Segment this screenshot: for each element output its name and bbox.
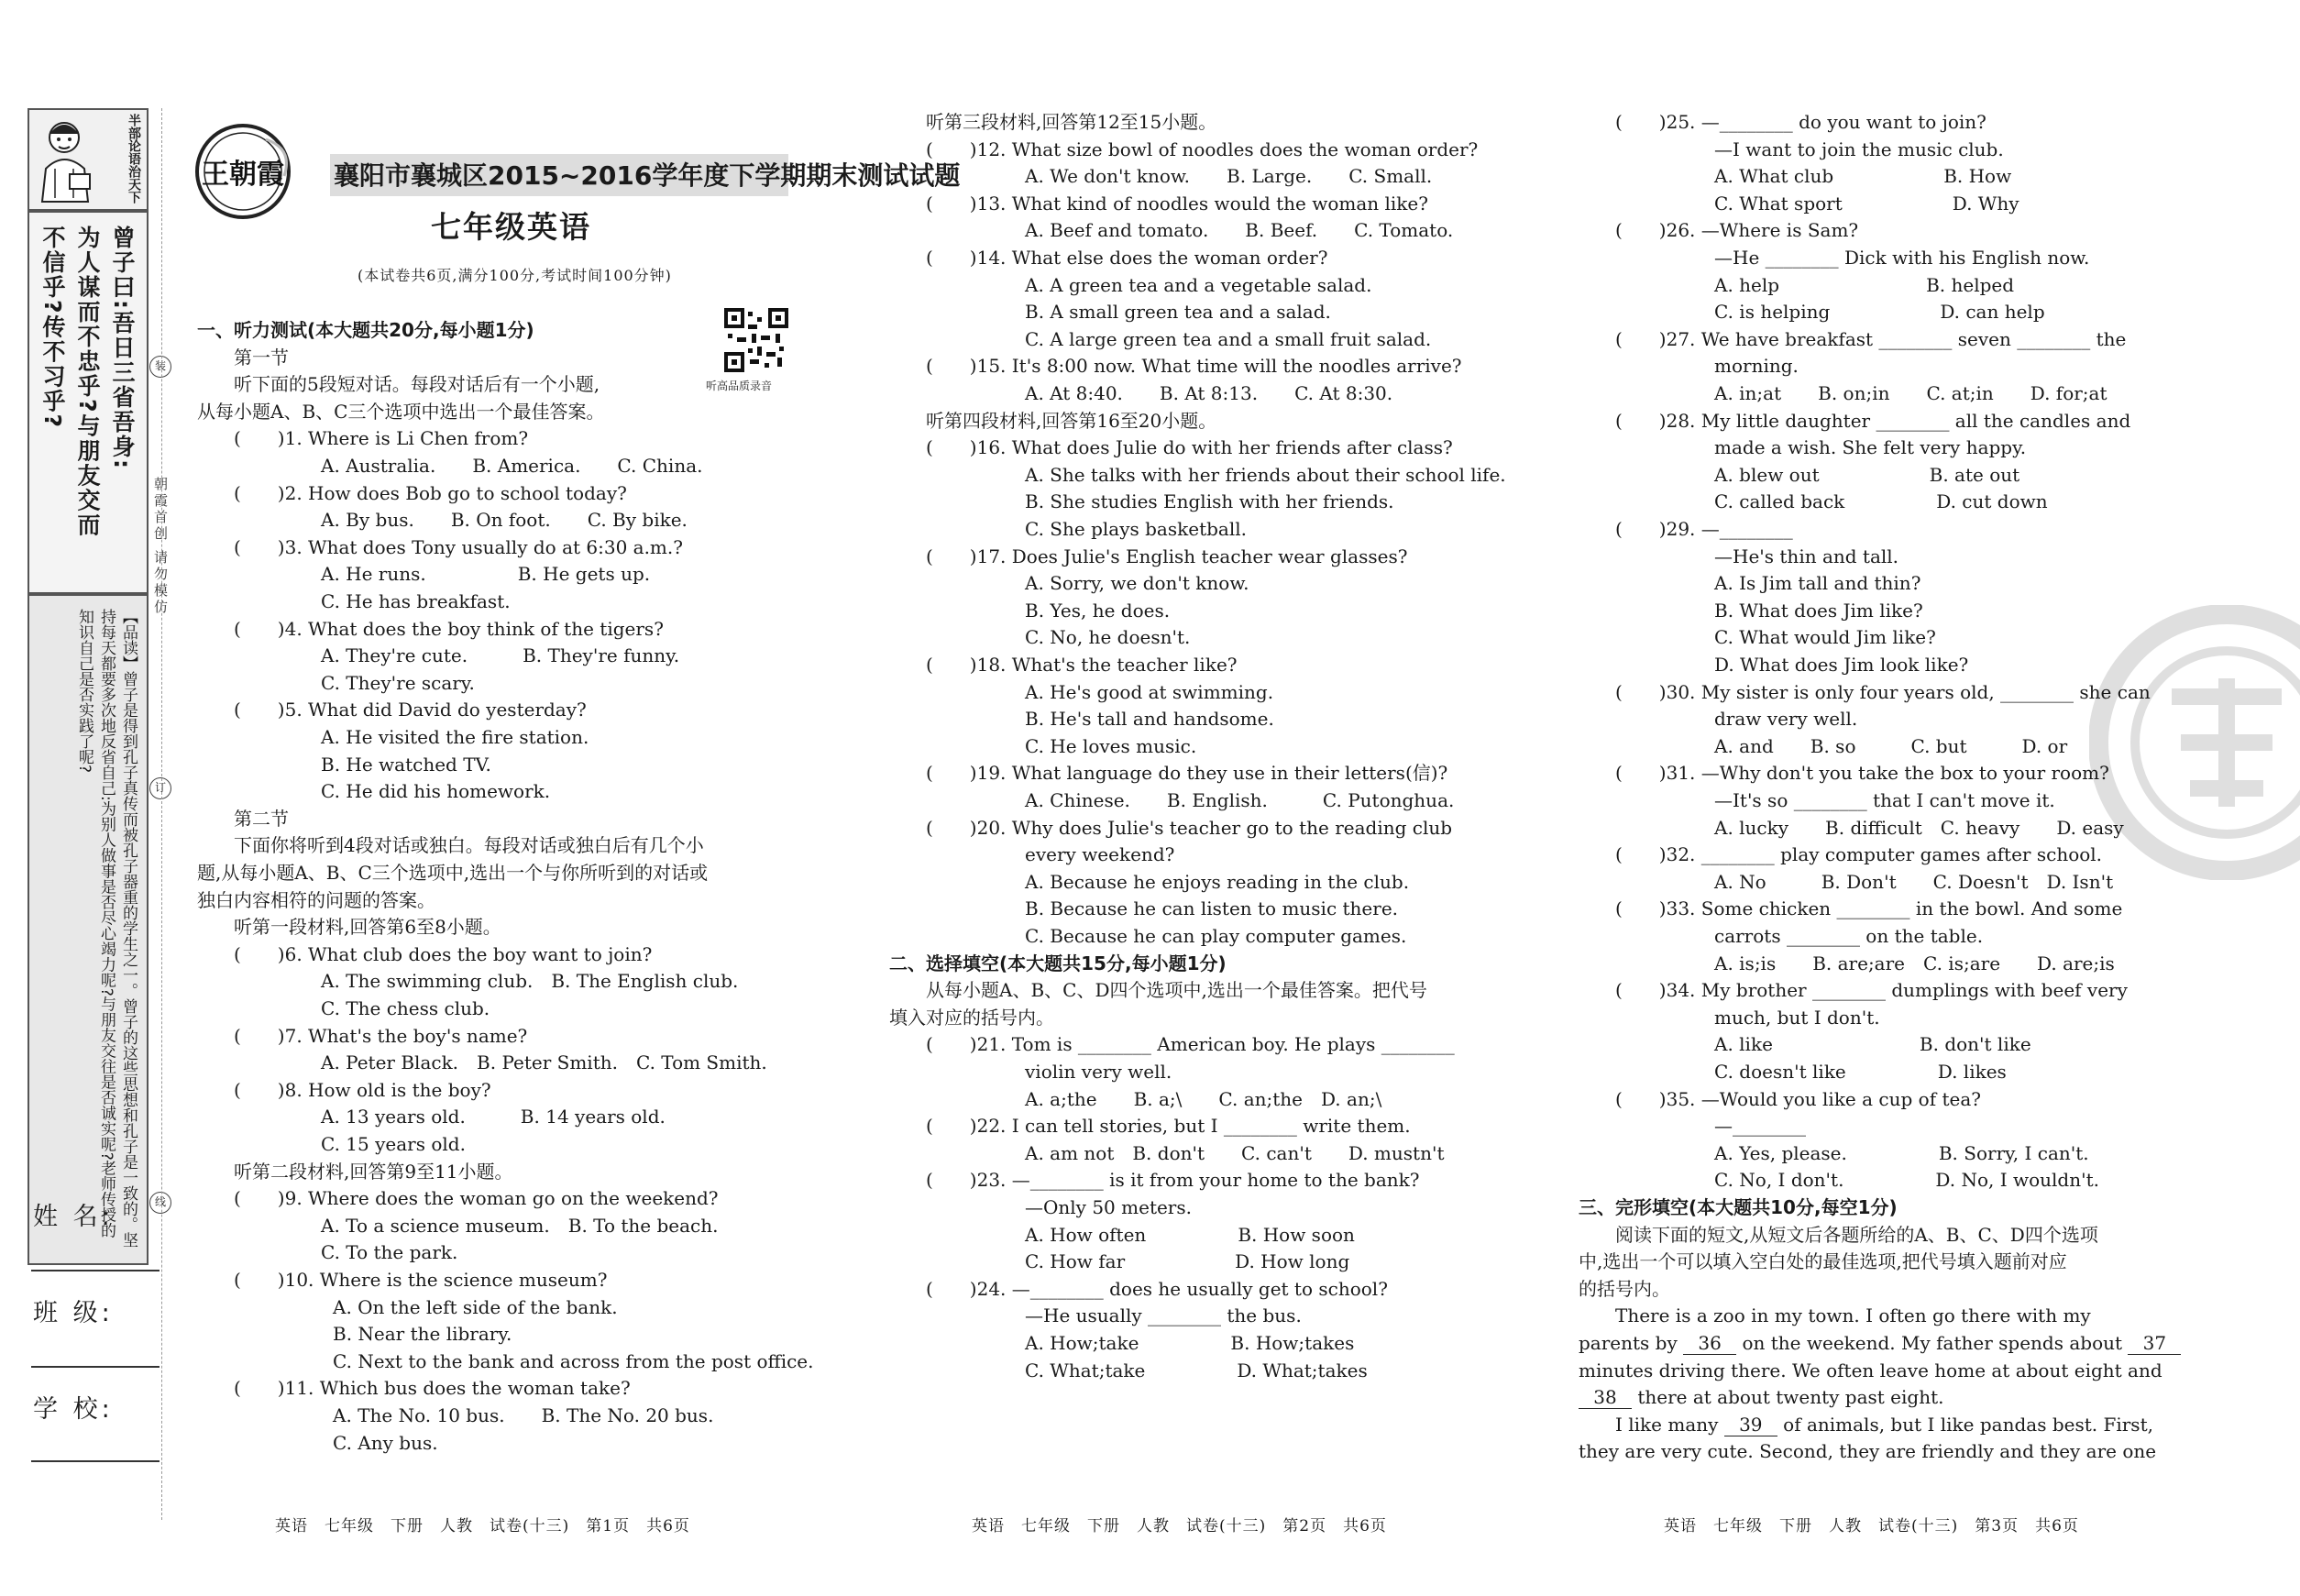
motto-line: 曾子曰:吾日三省吾身:	[109, 226, 136, 470]
text-line: 听下面的5段短对话。每段对话后有一个小题,	[234, 373, 600, 396]
text-line: B. He watched TV.	[321, 753, 491, 776]
text-line: 从每小题A、B、C、D四个选项中,选出一个最佳答案。把代号	[926, 979, 1427, 1002]
text-line: A. He runs. B. He gets up.	[321, 563, 651, 586]
text-line: ( )10. Where is the science museum?	[234, 1269, 608, 1291]
exam-note: (本试卷共6页,满分100分,考试时间100分钟)	[358, 267, 672, 284]
text-line: ( )28. My little daughter ________ all the candles and	[1615, 409, 2131, 432]
text-line: ( )31. —Why don't you take the box to your room?	[1615, 762, 2109, 785]
text-line: C. The chess club.	[321, 997, 490, 1019]
name-line[interactable]	[31, 1270, 160, 1271]
text-line: A. Australia. B. America. C. China.	[321, 455, 703, 477]
text-line: ( )5. What did David do yesterday?	[234, 699, 587, 721]
text-line: A. Peter Black. B. Peter Smith. C. Tom Smith.	[321, 1051, 767, 1074]
text-line: ( )22. I can tell stories, but I ________ write them.	[926, 1115, 1411, 1138]
text-line: 中,选出一个可以填入空白处的最佳选项,把代号填入题前对应	[1579, 1250, 2067, 1273]
text-line: parents by 36 on the weekend. My father spends about 37	[1579, 1329, 2181, 1357]
text-line: C. She plays basketball.	[1025, 518, 1247, 540]
binding-mark: 线	[149, 1192, 171, 1214]
text-line: C. He loves music.	[1025, 734, 1197, 757]
text-line: 从每小题A、B、C三个选项中选出一个最佳答案。	[197, 400, 605, 423]
text-line: 独白内容相符的问题的答案。	[197, 888, 435, 911]
text-line: A. To a science museum. B. To the beach.	[321, 1214, 719, 1237]
text-line: C. How far D. How long	[1025, 1250, 1350, 1273]
text-line: C. He has breakfast.	[321, 590, 511, 612]
text-line: ( )34. My brother ________ dumplings with beef very	[1615, 979, 2128, 1002]
text-line: made a wish. She felt very happy.	[1714, 436, 2027, 459]
class-label: 班 级:	[33, 1299, 114, 1327]
text-line: ( )21. Tom is ________ American boy. He plays ________	[926, 1033, 1455, 1056]
text-line: A. On the left side of the bank.	[333, 1295, 618, 1318]
text-line: A. A green tea and a vegetable salad.	[1025, 273, 1372, 296]
page-footer: 英语 七年级 下册 人教 试卷(十三) 第1页 共6页	[275, 1517, 690, 1535]
section-heading: 三、完形填空(本大题共10分,每空1分)	[1579, 1196, 1898, 1218]
text-line: A. Beef and tomato. B. Beef. C. Tomato.	[1025, 219, 1454, 242]
section-heading: 一、听力测试(本大题共20分,每小题1分)	[197, 319, 534, 341]
text-line: B. A small green tea and a salad.	[1025, 301, 1331, 324]
text-line: There is a zoo in my town. I often go there with my	[1615, 1304, 2091, 1327]
text-line: C. To the park.	[321, 1241, 458, 1264]
watermark-seal-icon	[2089, 605, 2300, 880]
text-line: A. 13 years old. B. 14 years old.	[321, 1106, 666, 1128]
text-line: A. No B. Don't C. Doesn't D. Isn't	[1714, 870, 2114, 893]
text-line: C. Any bus.	[333, 1431, 438, 1454]
text-line: 填入对应的括号内。	[889, 1006, 1054, 1029]
text-line: ( )11. Which bus does the woman take?	[234, 1377, 631, 1400]
text-line: ( )33. Some chicken ________ in the bowl. And some	[1615, 897, 2123, 920]
text-line: —________	[1714, 1115, 1806, 1138]
brand-text: 王朝霞	[202, 159, 284, 191]
text-line: ( )23. —________ is it from your home to the bank?	[926, 1169, 1420, 1192]
scholar-figure-icon	[33, 114, 97, 205]
text-line: C. 15 years old.	[321, 1133, 466, 1155]
text-line: ( )8. How old is the boy?	[234, 1078, 491, 1101]
text-line: B. He's tall and handsome.	[1025, 708, 1274, 731]
school-line[interactable]	[31, 1460, 160, 1462]
text-line: A. The No. 10 bus. B. The No. 20 bus.	[333, 1404, 714, 1426]
text-line: —He ________ Dick with his English now.	[1714, 247, 2090, 269]
text-line: ( )32. ________ play computer games after school.	[1615, 843, 2103, 866]
text-line: A. lucky B. difficult C. heavy D. easy	[1714, 816, 2124, 839]
exam-title: 襄阳市襄城区2015~2016学年度下学期期末测试试题	[334, 160, 961, 191]
text-line: 听第一段材料,回答第6至8小题。	[234, 916, 501, 939]
class-line[interactable]	[31, 1366, 160, 1368]
section-heading: 二、选择填空(本大题共15分,每小题1分)	[889, 952, 1227, 974]
text-line: A. in;at B. on;in C. at;in D. for;at	[1714, 382, 2107, 404]
text-line: ( )3. What does Tony usually do at 6:30 a.m.?	[234, 535, 683, 558]
text-line: 听第二段材料,回答第9至11小题。	[234, 1160, 513, 1183]
text-line: ( )12. What size bowl of noodles does the woman order?	[926, 138, 1479, 160]
qr-caption: 听高品质录音	[706, 380, 773, 392]
text-line: violin very well.	[1025, 1061, 1172, 1083]
text-line: C. What sport D. Why	[1714, 192, 2019, 215]
text-line: 38 there at about twenty past eight.	[1579, 1383, 1944, 1411]
text-line: ( )13. What kind of noodles would the woman like?	[926, 192, 1428, 215]
text-line: A. How;take B. How;takes	[1025, 1332, 1355, 1354]
text-line: ( )26. —Where is Sam?	[1615, 219, 1859, 242]
text-line: ( )1. Where is Li Chen from?	[234, 427, 529, 450]
text-line: D. What does Jim look like?	[1714, 654, 1969, 676]
text-line: C. No, he doesn't.	[1025, 626, 1191, 649]
text-line: A. am not B. don't C. can't D. mustn't	[1025, 1141, 1445, 1164]
text-line: ( )27. We have breakfast ________ seven ________ the	[1615, 327, 2127, 350]
text-line: 的括号内。	[1579, 1277, 1670, 1300]
text-line: A. They're cute. B. They're funny.	[321, 644, 680, 667]
sidebar-reading-box	[28, 594, 149, 1265]
page-footer: 英语 七年级 下册 人教 试卷(十三) 第2页 共6页	[972, 1517, 1387, 1535]
text-line: B. She studies English with her friends.	[1025, 490, 1394, 513]
text-line: C. called back D. cut down	[1714, 490, 2048, 513]
text-line: B. Because he can listen to music there.	[1025, 897, 1399, 920]
text-line: morning.	[1714, 355, 1799, 378]
text-line: 听第四段材料,回答第16至20小题。	[926, 409, 1217, 432]
text-line: ( )17. Does Julie's English teacher wear glasses?	[926, 545, 1408, 567]
text-line: A. Because he enjoys reading in the club.	[1025, 870, 1410, 893]
text-line: ( )14. What else does the woman order?	[926, 247, 1328, 269]
text-line: ( )16. What does Julie do with her friends after class?	[926, 436, 1453, 459]
text-line: A. He visited the fire station.	[321, 726, 589, 748]
text-line: ( )25. —________ do you want to join?	[1615, 111, 1986, 133]
text-line: draw very well.	[1714, 708, 1858, 731]
text-line: ( )29. —________	[1615, 518, 1793, 540]
text-line: A. blew out B. ate out	[1714, 463, 2020, 486]
text-line: ( )15. It's 8:00 now. What time will the noodles arrive?	[926, 355, 1462, 378]
sidebar-logo-text: 半部论语治天下	[127, 114, 141, 204]
text-line: 听第三段材料,回答第12至15小题。	[926, 111, 1217, 133]
text-line: —It's so ________ that I can't move it.	[1714, 789, 2055, 811]
text-line: A. We don't know. B. Large. C. Small.	[1025, 165, 1433, 188]
page-footer: 英语 七年级 下册 人教 试卷(十三) 第3页 共6页	[1664, 1517, 2079, 1535]
text-line: B. Yes, he does.	[1025, 599, 1171, 622]
text-line: —I want to join the music club.	[1714, 138, 2004, 160]
text-line: A. Chinese. B. English. C. Putonghua.	[1025, 789, 1455, 811]
text-line: C. He did his homework.	[321, 780, 551, 803]
text-line: ( )7. What's the boy's name?	[234, 1024, 528, 1047]
sidebar-motto-box	[28, 211, 149, 594]
text-line: A. How often B. How soon	[1025, 1223, 1355, 1246]
text-line: C. Next to the bank and across from the post office.	[333, 1349, 814, 1372]
text-line: ( )18. What's the teacher like?	[926, 654, 1238, 676]
text-line: carrots ________ on the table.	[1714, 925, 1984, 947]
text-line: A. He's good at swimming.	[1025, 680, 1274, 703]
text-line: C. They're scary.	[321, 671, 475, 694]
text-line: A. is;is B. are;are C. is;are D. are;is	[1714, 952, 2115, 974]
text-line: they are very cute. Second, they are friendly and they are one	[1579, 1440, 2157, 1463]
text-line: A. Sorry, we don't know.	[1025, 572, 1249, 595]
text-line: A. a;the B. a;\ C. an;the D. an;\	[1025, 1087, 1382, 1110]
text-line: 下面你将听到4段对话或独白。每段对话或独白后有几个小	[234, 834, 704, 857]
text-line: ( )6. What club does the boy want to join?	[234, 942, 653, 965]
text-line: A. The swimming club. B. The English club.	[321, 970, 739, 993]
qr-code-icon[interactable]	[724, 308, 788, 372]
brand-seal-icon	[193, 121, 293, 222]
text-line: 阅读下面的短文,从短文后各题所给的A、B、C、D四个选项	[1615, 1223, 2098, 1246]
text-line: A. She talks with her friends about their school life.	[1025, 463, 1506, 486]
text-line: ( )4. What does the boy think of the tigers?	[234, 617, 664, 640]
text-line: C. doesn't like D. likes	[1714, 1061, 2007, 1083]
text-line: ( )19. What language do they use in their letters(信)?	[926, 762, 1448, 785]
motto-line: 为人谋而不忠乎?与朋友交而	[74, 226, 101, 538]
text-line: ( )30. My sister is only four years old, ________ she can	[1615, 680, 2151, 703]
text-line: C. A large green tea and a small fruit salad.	[1025, 327, 1432, 350]
text-line: ( )20. Why does Julie's teacher go to the reading club	[926, 816, 1453, 839]
binding-dash-line	[161, 108, 162, 1520]
copyright-vertical-note: 朝霞首创 请勿模仿	[152, 477, 169, 616]
text-line: 第二节	[234, 807, 289, 830]
sidebar-reading-text: 【品读】曾子是得到孔子真传而被孔子器重的学生之一。曾子的这些思想和孔子是一致的。坚持每天都要多次地反省自己:为别人做事是否尽心竭力呢?与朋友交往是否诚实呢?老师传授的知识自己是否实践了呢?	[75, 609, 138, 1248]
binding-strip	[28, 108, 149, 1465]
text-line: A. and B. so C. but D. or	[1714, 734, 2068, 757]
text-line: —He's thin and tall.	[1714, 545, 1899, 567]
subject-title: 七年级英语	[431, 209, 591, 245]
text-line: ( )24. —________ does he usually get to school?	[926, 1277, 1388, 1300]
text-line: 第一节	[234, 346, 289, 369]
text-line: A. Is Jim tall and thin?	[1714, 572, 1921, 595]
name-label: 姓 名:	[33, 1203, 114, 1231]
text-line: I like many 39 of animals, but I like pandas best. First,	[1615, 1413, 2153, 1436]
text-line: B. What does Jim like?	[1714, 599, 1923, 622]
text-line: every weekend?	[1025, 843, 1175, 866]
text-line: ( )35. —Would you like a cup of tea?	[1615, 1087, 1981, 1110]
text-line: A. like B. don't like	[1714, 1033, 2031, 1056]
text-line: A. Yes, please. B. Sorry, I can't.	[1714, 1141, 2089, 1164]
school-label: 学 校:	[33, 1395, 114, 1424]
text-line: A. At 8:40. B. At 8:13. C. At 8:30.	[1025, 382, 1393, 404]
text-line: ( )9. Where does the woman go on the weekend?	[234, 1187, 719, 1210]
text-line: C. Because he can play computer games.	[1025, 925, 1407, 947]
motto-line: 不信乎?传不习乎?	[39, 226, 66, 430]
text-line: C. is helping D. can help	[1714, 301, 2045, 324]
text-line: C. No, I don't. D. No, I wouldn't.	[1714, 1169, 2099, 1192]
text-line: A. help B. helped	[1714, 273, 2015, 296]
text-line: A. By bus. B. On foot. C. By bike.	[321, 509, 688, 532]
text-line: much, but I don't.	[1714, 1006, 1880, 1029]
text-line: ( )2. How does Bob go to school today?	[234, 481, 627, 504]
text-line: —Only 50 meters.	[1025, 1196, 1192, 1218]
binding-mark: 装	[149, 356, 171, 378]
text-line: —He usually ________ the bus.	[1025, 1304, 1302, 1327]
text-line: minutes driving there. We often leave home at about eight and	[1579, 1359, 2162, 1381]
text-line: C. What would Jim like?	[1714, 626, 1936, 649]
binding-mark: 订	[149, 777, 171, 799]
text-line: C. What;take D. What;takes	[1025, 1359, 1368, 1381]
text-line: A. What club B. How	[1714, 165, 2012, 188]
text-line: 题,从每小题A、B、C三个选项中,选出一个与你所听到的对话或	[197, 862, 709, 884]
sidebar-logo-box	[28, 108, 149, 211]
text-line: B. Near the library.	[333, 1323, 512, 1346]
